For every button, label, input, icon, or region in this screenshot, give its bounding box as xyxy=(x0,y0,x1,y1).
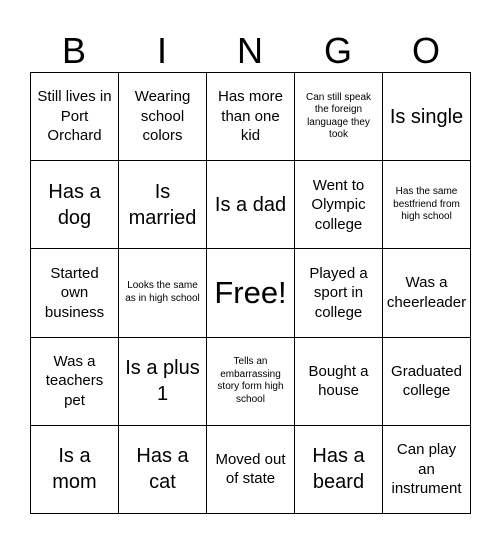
free-space-cell[interactable] xyxy=(207,249,295,337)
cell-text: Graduated college xyxy=(391,362,462,400)
free-space-text: Free! xyxy=(214,274,287,310)
cell-text: Is single xyxy=(389,105,464,128)
header-letter-i: I xyxy=(156,30,167,71)
bingo-cell[interactable] xyxy=(295,73,383,161)
cell-text: Is a mom xyxy=(52,445,97,494)
bingo-cell[interactable] xyxy=(31,73,119,161)
bingo-board xyxy=(30,72,471,514)
cell-text: Played a sport in college xyxy=(309,264,368,321)
bingo-cell[interactable] xyxy=(31,426,119,514)
bingo-cell[interactable] xyxy=(119,249,207,337)
header-letter-o: O xyxy=(411,30,440,71)
cell-text: Has a dog xyxy=(48,180,101,229)
bingo-cell[interactable] xyxy=(295,426,383,514)
cell-text: Tells an embarrassing story form high school xyxy=(217,356,284,405)
cell-text: Has a beard xyxy=(312,445,365,494)
cell-text: Can play an instrument xyxy=(391,441,462,498)
bingo-cell[interactable] xyxy=(119,73,207,161)
cell-text: Still lives in Port Orchard xyxy=(37,88,112,145)
cell-text: Is married xyxy=(128,180,197,229)
cell-text: Has more than one kid xyxy=(217,88,284,145)
header-letter-n: N xyxy=(237,30,263,71)
bingo-cell[interactable] xyxy=(31,249,119,337)
cell-text: Is a plus 1 xyxy=(125,357,200,406)
cell-text: Moved out of state xyxy=(215,450,286,488)
header-letter-b: B xyxy=(61,30,86,71)
bingo-cell[interactable] xyxy=(383,161,471,249)
bingo-cell[interactable] xyxy=(383,426,471,514)
bingo-cell[interactable] xyxy=(31,161,119,249)
cell-text: Wearing school colors xyxy=(134,88,191,145)
bingo-cell[interactable] xyxy=(383,249,471,337)
bingo-cell[interactable] xyxy=(295,161,383,249)
bingo-cell[interactable] xyxy=(295,249,383,337)
bingo-cell[interactable] xyxy=(207,426,295,514)
bingo-cell[interactable] xyxy=(207,338,295,426)
bingo-cell[interactable] xyxy=(383,338,471,426)
bingo-cell[interactable] xyxy=(295,338,383,426)
cell-text: Bought a house xyxy=(308,362,369,400)
cell-text: Started own business xyxy=(44,264,105,321)
header-letter-g: G xyxy=(323,30,352,71)
cell-text: Looks the same as in high school xyxy=(125,280,200,304)
cell-text: Was a teachers pet xyxy=(45,352,104,409)
cell-text: Went to Olympic college xyxy=(311,176,366,233)
cell-text: Is a dad xyxy=(214,193,287,216)
bingo-cell[interactable] xyxy=(119,161,207,249)
cell-text: Was a cheerleader xyxy=(386,274,467,311)
cell-text: Has a cat xyxy=(136,445,189,494)
bingo-cell[interactable] xyxy=(207,161,295,249)
bingo-cell[interactable] xyxy=(383,73,471,161)
bingo-header xyxy=(30,30,470,72)
cell-text: Has the same bestfriend from high school xyxy=(393,186,460,223)
cell-text: Can still speak the foreign language they took xyxy=(305,91,372,141)
bingo-cell[interactable] xyxy=(119,426,207,514)
bingo-cell[interactable] xyxy=(207,73,295,161)
bingo-cell[interactable] xyxy=(119,338,207,426)
bingo-cell[interactable] xyxy=(31,338,119,426)
